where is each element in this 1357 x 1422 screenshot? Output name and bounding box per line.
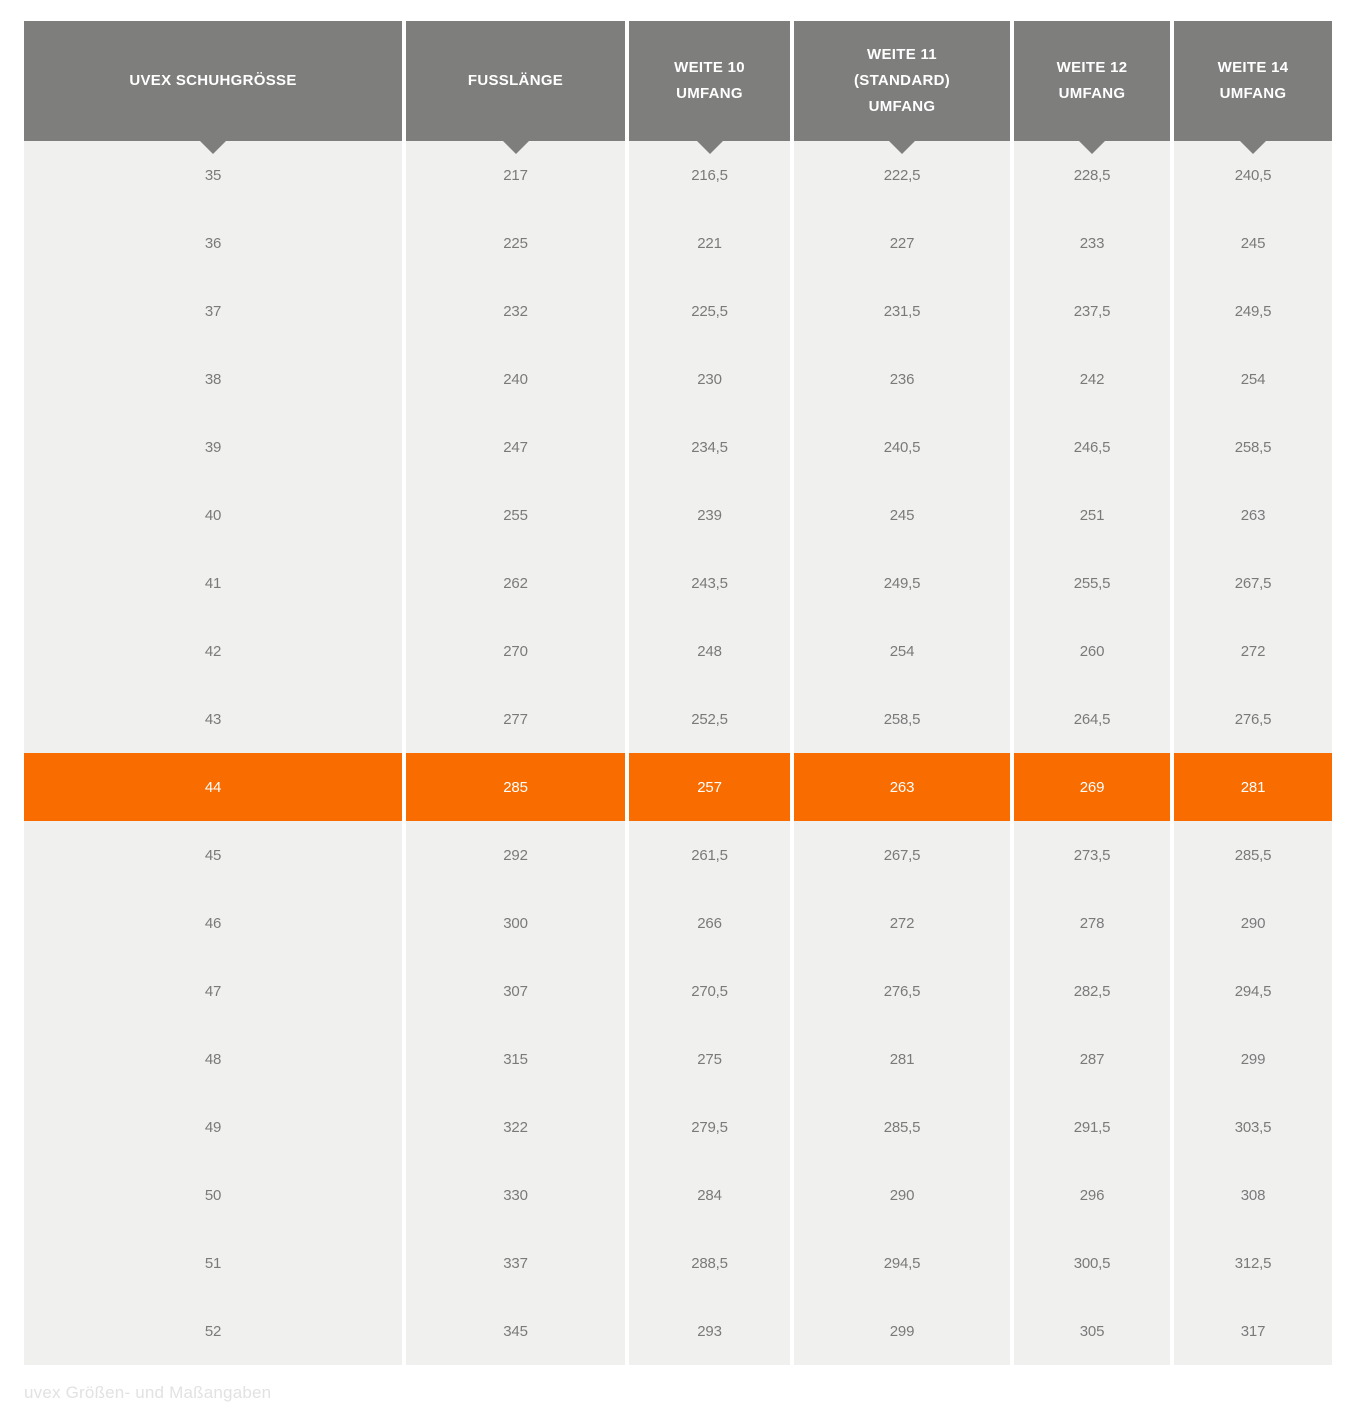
table-cell: 281 — [1174, 753, 1332, 821]
table-cell: 240,5 — [794, 413, 1010, 481]
column-header-label: UVEX SCHUHGRÖSSE — [129, 71, 297, 89]
column-header-weite-10-umfang — [629, 21, 790, 141]
table-cell: 230 — [629, 345, 790, 413]
table-cell: 254 — [794, 617, 1010, 685]
table-cell: 225,5 — [629, 277, 790, 345]
table-cell: 225 — [406, 209, 625, 277]
table-cell: 232 — [406, 277, 625, 345]
table-cell: 231,5 — [794, 277, 1010, 345]
table-cell: 300 — [406, 889, 625, 957]
table-cell: 285,5 — [1174, 821, 1332, 889]
table-cell: 40 — [24, 481, 402, 549]
column-header-label: WEITE 12 UMFANG — [1056, 58, 1128, 102]
table-cell: 330 — [406, 1161, 625, 1229]
table-cell: 299 — [794, 1297, 1010, 1365]
table-cell: 254 — [1174, 345, 1332, 413]
table-cell: 35 — [24, 141, 402, 209]
table-cell: 345 — [406, 1297, 625, 1365]
column-header-uvex-schuhgroesse — [24, 21, 402, 141]
table-cell: 240,5 — [1174, 141, 1332, 209]
column-header-weite-14-umfang — [1174, 21, 1332, 141]
table-cell: 303,5 — [1174, 1093, 1332, 1161]
table-cell: 41 — [24, 549, 402, 617]
table-row-size-37[interactable] — [24, 277, 1332, 345]
table-cell: 294,5 — [1174, 957, 1332, 1025]
table-row-size-51[interactable] — [24, 1229, 1332, 1297]
table-cell: 251 — [1014, 481, 1170, 549]
table-cell: 277 — [406, 685, 625, 753]
table-cell: 227 — [794, 209, 1010, 277]
table-row-size-42[interactable] — [24, 617, 1332, 685]
table-row-size-40[interactable] — [24, 481, 1332, 549]
table-cell: 322 — [406, 1093, 625, 1161]
table-row-size-43[interactable] — [24, 685, 1332, 753]
table-cell: 312,5 — [1174, 1229, 1332, 1297]
table-cell: 249,5 — [794, 549, 1010, 617]
table-cell: 279,5 — [629, 1093, 790, 1161]
table-cell: 240 — [406, 345, 625, 413]
table-cell: 48 — [24, 1025, 402, 1093]
table-cell: 237,5 — [1014, 277, 1170, 345]
table-cell: 290 — [794, 1161, 1010, 1229]
table-cell: 246,5 — [1014, 413, 1170, 481]
column-header-weite-11-standard-umfang — [794, 21, 1010, 141]
table-cell: 263 — [1174, 481, 1332, 549]
table-cell: 275 — [629, 1025, 790, 1093]
header-pointer-triangle-icon — [697, 141, 723, 154]
column-header-label: WEITE 11 (STANDARD) UMFANG — [853, 45, 951, 116]
table-cell: 234,5 — [629, 413, 790, 481]
table-cell: 291,5 — [1014, 1093, 1170, 1161]
header-pointer-triangle-icon — [889, 141, 915, 154]
table-cell: 266 — [629, 889, 790, 957]
table-cell: 46 — [24, 889, 402, 957]
column-header-weite-12-umfang — [1014, 21, 1170, 141]
table-cell: 288,5 — [629, 1229, 790, 1297]
table-cell: 267,5 — [794, 821, 1010, 889]
table-cell: 245 — [794, 481, 1010, 549]
table-cell: 269 — [1014, 753, 1170, 821]
table-cell: 272 — [794, 889, 1010, 957]
table-cell: 260 — [1014, 617, 1170, 685]
table-cell: 267,5 — [1174, 549, 1332, 617]
table-cell: 45 — [24, 821, 402, 889]
size-table — [24, 21, 1332, 1403]
table-cell: 216,5 — [629, 141, 790, 209]
table-row-size-36[interactable] — [24, 209, 1332, 277]
table-cell: 305 — [1014, 1297, 1170, 1365]
table-cell: 243,5 — [629, 549, 790, 617]
table-cell: 287 — [1014, 1025, 1170, 1093]
table-row-size-38[interactable] — [24, 345, 1332, 413]
table-cell: 239 — [629, 481, 790, 549]
table-cell: 273,5 — [1014, 821, 1170, 889]
table-cell: 51 — [24, 1229, 402, 1297]
table-row-size-45[interactable] — [24, 821, 1332, 889]
column-header-label: WEITE 14 UMFANG — [1217, 58, 1289, 102]
table-cell: 261,5 — [629, 821, 790, 889]
table-cell: 236 — [794, 345, 1010, 413]
table-cell: 307 — [406, 957, 625, 1025]
header-pointer-triangle-icon — [503, 141, 529, 154]
table-cell: 276,5 — [1174, 685, 1332, 753]
table-cell: 228,5 — [1014, 141, 1170, 209]
table-cell: 270 — [406, 617, 625, 685]
table-cell: 49 — [24, 1093, 402, 1161]
table-cell: 270,5 — [629, 957, 790, 1025]
table-cell: 292 — [406, 821, 625, 889]
header-pointer-triangle-icon — [200, 141, 226, 154]
table-cell: 47 — [24, 957, 402, 1025]
table-cell: 233 — [1014, 209, 1170, 277]
table-row-size-50[interactable] — [24, 1161, 1332, 1229]
table-cell: 38 — [24, 345, 402, 413]
table-cell: 281 — [794, 1025, 1010, 1093]
table-cell: 272 — [1174, 617, 1332, 685]
table-row-size-48[interactable] — [24, 1025, 1332, 1093]
header-pointer-triangle-icon — [1079, 141, 1105, 154]
table-cell: 263 — [794, 753, 1010, 821]
table-row-size-44[interactable] — [24, 753, 1332, 821]
table-cell: 258,5 — [794, 685, 1010, 753]
table-cell: 245 — [1174, 209, 1332, 277]
table-cell: 255,5 — [1014, 549, 1170, 617]
table-caption: uvex Größen- und Maßangaben — [24, 1383, 272, 1402]
table-cell: 247 — [406, 413, 625, 481]
table-cell: 39 — [24, 413, 402, 481]
table-cell: 222,5 — [794, 141, 1010, 209]
table-cell: 52 — [24, 1297, 402, 1365]
table-cell: 258,5 — [1174, 413, 1332, 481]
table-cell: 249,5 — [1174, 277, 1332, 345]
table-row-size-39[interactable] — [24, 413, 1332, 481]
table-cell: 248 — [629, 617, 790, 685]
table-cell: 296 — [1014, 1161, 1170, 1229]
table-cell: 36 — [24, 209, 402, 277]
header-pointer-triangle-icon — [1240, 141, 1266, 154]
table-cell: 252,5 — [629, 685, 790, 753]
table-cell: 50 — [24, 1161, 402, 1229]
table-cell: 221 — [629, 209, 790, 277]
table-row-size-41[interactable] — [24, 549, 1332, 617]
table-row-size-52[interactable] — [24, 1297, 1332, 1365]
column-header-fusslaenge — [406, 21, 625, 141]
table-header-row — [24, 21, 1332, 141]
table-row-size-46[interactable] — [24, 889, 1332, 957]
table-cell: 285 — [406, 753, 625, 821]
table-cell: 299 — [1174, 1025, 1332, 1093]
table-cell: 44 — [24, 753, 402, 821]
table-cell: 217 — [406, 141, 625, 209]
table-cell: 278 — [1014, 889, 1170, 957]
table-cell: 255 — [406, 481, 625, 549]
column-header-label: FUSSLÄNGE — [467, 71, 564, 89]
table-cell: 42 — [24, 617, 402, 685]
table-cell: 337 — [406, 1229, 625, 1297]
table-cell: 300,5 — [1014, 1229, 1170, 1297]
table-cell: 257 — [629, 753, 790, 821]
table-cell: 282,5 — [1014, 957, 1170, 1025]
table-cell: 308 — [1174, 1161, 1332, 1229]
table-cell: 285,5 — [794, 1093, 1010, 1161]
table-cell: 293 — [629, 1297, 790, 1365]
table-cell: 242 — [1014, 345, 1170, 413]
table-cell: 284 — [629, 1161, 790, 1229]
table-body — [24, 141, 1332, 1365]
table-cell: 294,5 — [794, 1229, 1010, 1297]
table-cell: 37 — [24, 277, 402, 345]
table-row-size-49[interactable] — [24, 1093, 1332, 1161]
table-cell: 262 — [406, 549, 625, 617]
table-cell: 315 — [406, 1025, 625, 1093]
table-cell: 290 — [1174, 889, 1332, 957]
table-cell: 276,5 — [794, 957, 1010, 1025]
table-cell: 43 — [24, 685, 402, 753]
table-row-size-47[interactable] — [24, 957, 1332, 1025]
table-cell: 317 — [1174, 1297, 1332, 1365]
column-header-label: WEITE 10 UMFANG — [674, 58, 745, 102]
table-cell: 264,5 — [1014, 685, 1170, 753]
